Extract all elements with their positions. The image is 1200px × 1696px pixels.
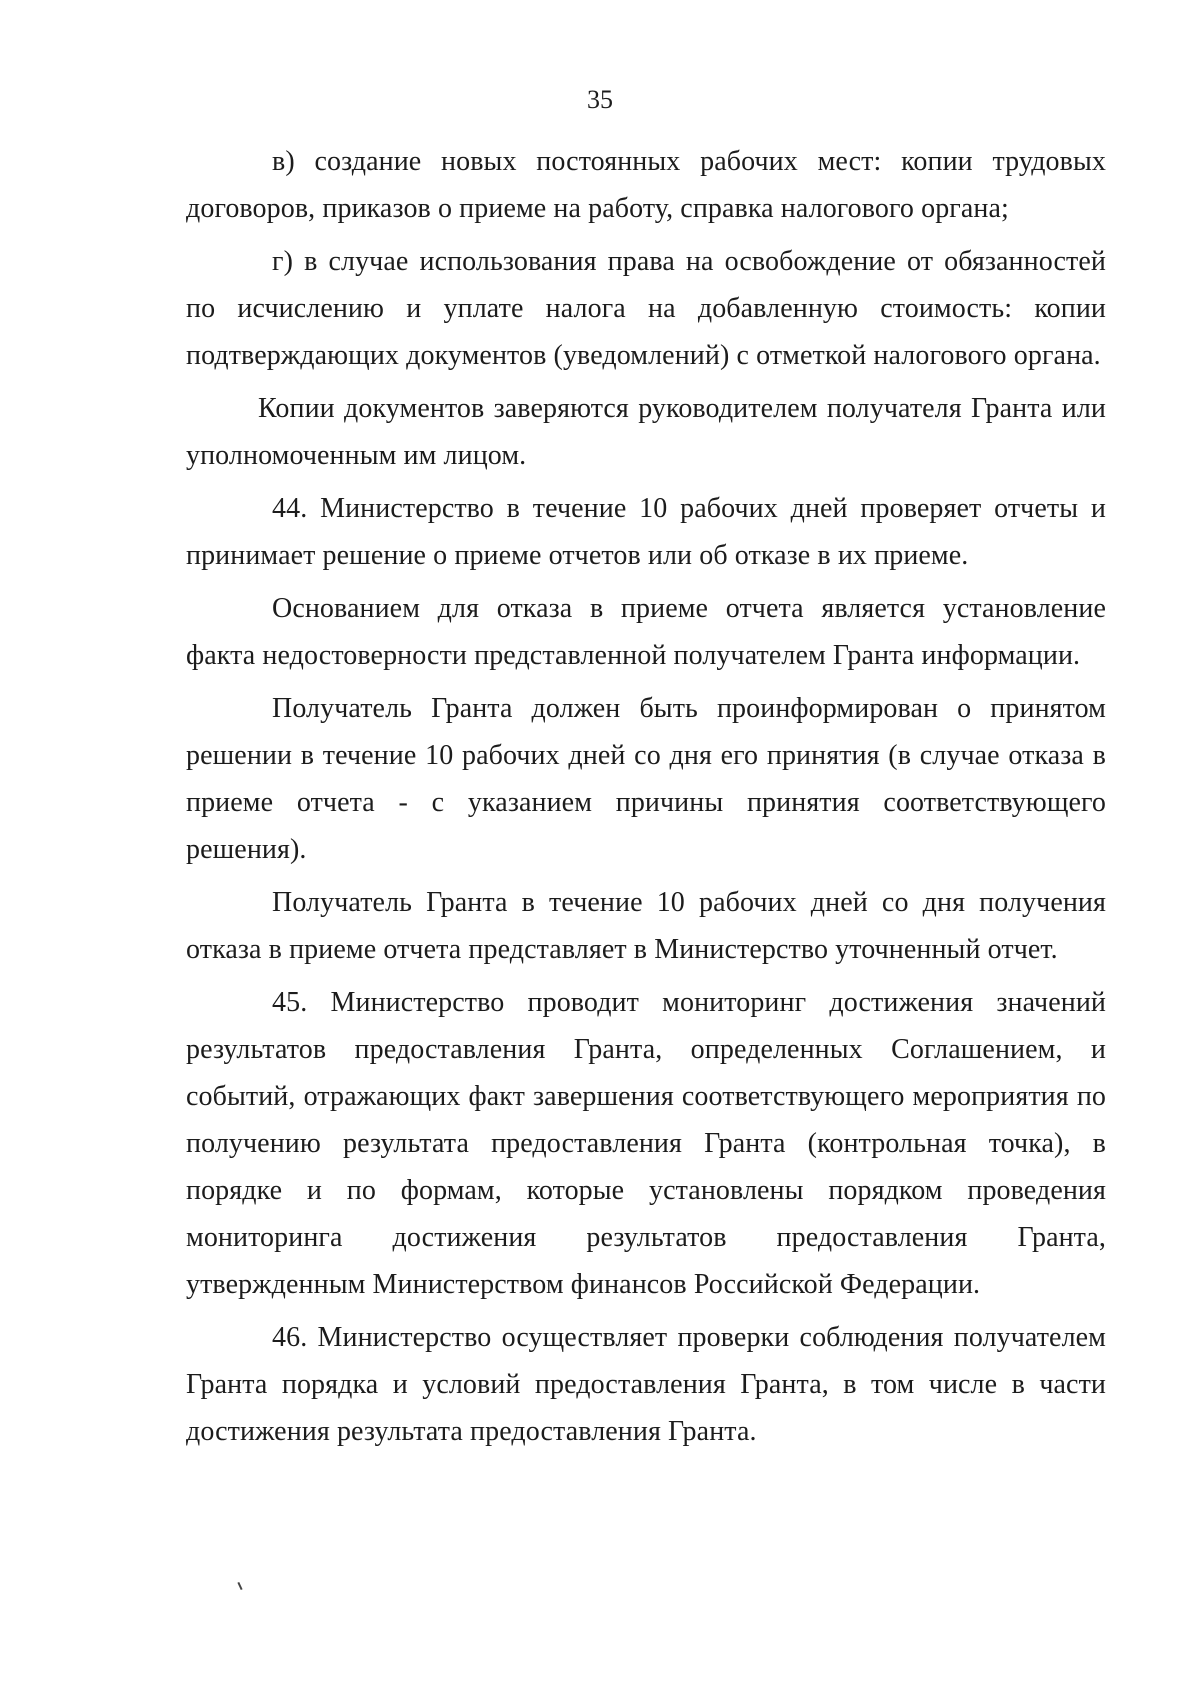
paragraph-refusal-basis: Основанием для отказа в приеме отчета является установление факта недостоверности представленной получателем Гранта информации. xyxy=(186,593,1106,671)
paragraph-v-new-jobs: в) создание новых постоянных рабочих мест: копии трудовых договоров, приказов о приеме на работу, справка налогового органа; xyxy=(186,146,1106,224)
paragraph-45-monitoring: 45. Министерство проводит мониторинг достижения значений результатов предоставления Гранта, определенных Соглашением, и событий, отражающих факт завершения соответствующего мероприятия по получению результата предоставления Гранта (контрольная точка), в порядке и по формам, которые установлены порядком проведения мониторинга достижения результатов предоставления Гранта, утвержденным Министерством финансов Российской Федерации. xyxy=(186,987,1106,1300)
page-number: 35 xyxy=(587,85,613,114)
paragraph-refined-report: Получатель Гранта в течение 10 рабочих дней со дня получения отказа в приеме отчета представляет в Министерство уточненный отчет. xyxy=(186,887,1106,965)
paragraph-44-report-review: 44. Министерство в течение 10 рабочих дней проверяет отчеты и принимает решение о приеме отчетов или об отказе в их приеме. xyxy=(186,493,1106,571)
document-body xyxy=(186,138,1106,1461)
paragraph-46-inspections: 46. Министерство осуществляет проверки соблюдения получателем Гранта порядка и условий предоставления Гранта, в том числе в части достижения результата предоставления Гранта. xyxy=(186,1322,1106,1447)
paragraph-recipient-informed: Получатель Гранта должен быть проинформирован о принятом решении в течение 10 рабочих дней со дня его принятия (в случае отказа в приеме отчета - с указанием причины принятия соответствующего решения). xyxy=(186,693,1106,865)
paragraph-copies-certified: Копии документов заверяются руководителем получателя Гранта или уполномоченным им лицом. xyxy=(186,393,1106,471)
scan-mark xyxy=(237,1582,242,1590)
paragraph-g-vat-exemption: г) в случае использования права на освобождение от обязанностей по исчислению и уплате налога на добавленную стоимость: копии подтверждающих документов (уведомлений) с отметкой налогового органа. xyxy=(186,246,1106,371)
